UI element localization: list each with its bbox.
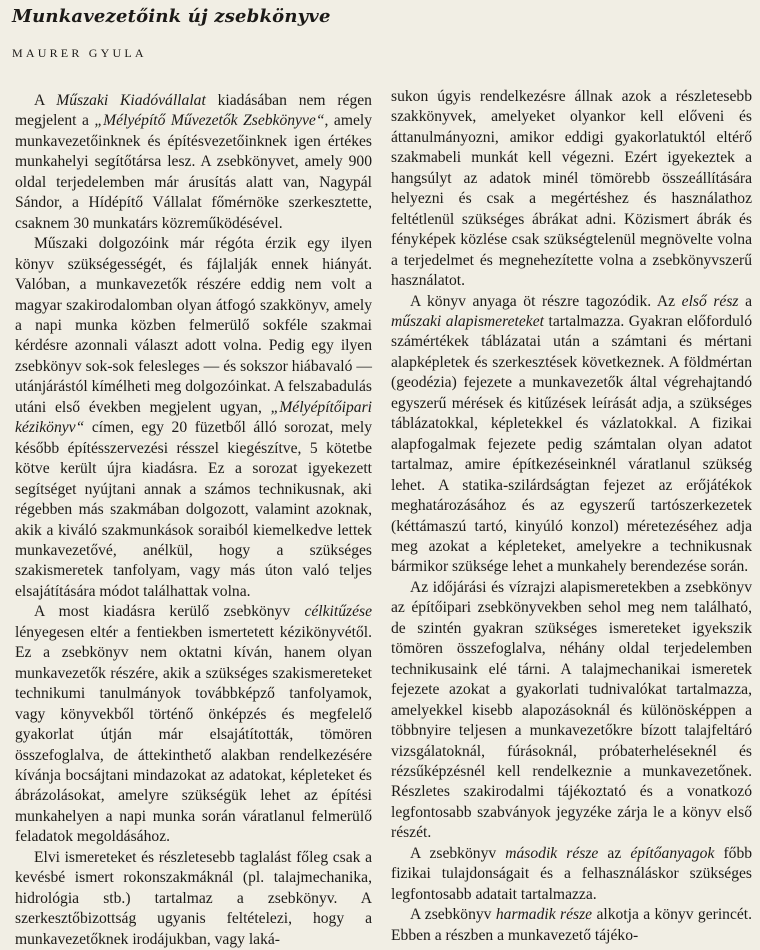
paragraph: Műszaki dolgozóink már régóta érzik egy ilyen könyv szükségességét, és fájlalják ennek hiányát. Valóban, a munkavezetők részére eddig nem volt a magyar szakirodalomban olyan átfogó szakkönyv, amely a napi munka közben felmerülő sokféle szakmai kérdésre azonnali választ adott volna. Pedig egy ilyen zsebkönyv sok-sok felesleges — és sokszor hiábavaló — utánjárástól kímélheti meg dolgozóinkat. A felszabadulás utáni első években megjelent ugyan, „Mélyépítőipari kézikönyv“ címen, egy 20 füzetből álló sorozat, mely később építésszervezési résszel kiegészítve, 5 kötetbe kötve került újra kiadásra. Ez a sorozat igyekezett segítséget nyújtani annak a számos technikusnak, aki régebben más szakmában dolgozott, valamint azoknak, akik a kiváló szakmunkások soraiból kiemelkedve lettek munkavezetővé, anélkül, hogy a szükséges szakismeretek tanfolyam, vagy más úton való teljes elsajátítására módot találhattak volna.: [15, 235, 372, 600]
paragraph: A most kiadásra kerülő zsebkönyv célkitűzése lényegesen eltér a fentiekben ismertetett kézikönyvétől. Ez a zsebkönyv nem oktatni kíván, hanem olyan munkavezetők részére, akik a szükséges szakismereteket technikumi tanulmányok továbbképző tanfolyamok, vagy könyvekből történő önképzés és megfelelő gyakorlat útján már elsajátították, tömören összefoglalva, de áttekinthető alakban rendelkezésére kívánja bocsájtani mindazokat az adatokat, képleteket és ábrázolásokat, amelyre szükségük lehet az építési munkahelyen a napi munka során váratlanul felmerülő feladatok megoldásához.: [15, 603, 372, 846]
paragraph: A Műszaki Kiadóvállalat kiadásában nem régen megjelent a „Mélyépítő Művezetők Zsebkönyve“, amely munkavezetőinknek és építésvezetőinknek igen értékes munkahelyi segítőtársa lesz. A zsebkönyvet, amely 900 oldal terjedelemben már árusítás alatt van, Nagypál Sándor, a Hídépítő Vállalat főmérnöke szerkesztette, csaknem 30 munkatárs közreműködésével.: [15, 92, 372, 232]
paragraph: A zsebkönyv második része az építőanyagok főbb fizikai tulajdonságait és a felhasználáskor szükséges legfontosabb adatait tartalmazza.: [391, 844, 753, 903]
paragraph: Az időjárási és vízrajzi alapismeretekben a zsebkönyv az építőipari zsebkönyvekben sehol meg nem található, de szintén gyakran szükséges ismereteket igyekszik tömören összefoglalva, néhány oldal terjedelemben technikusaink elé tárni. A talajmechanikai ismeretek fejezete azokat a gyakorlati tudnivalókat tartalmazza, amelyekkel kisebb alapozásoknál és különösképpen a többnyire teljesen a munkavezetőkre bízott talajfeltáró vizsgálatoknál, fúrásoknál, próbaterheléseknél és rézsűképzésnél kell rendelkeznie a munkavezetőnek. Részletes szakirodalmi tájékoztató és a vonatkozó legfontosabb szabványok jegyzéke zárja le a könyv első részét.: [391, 578, 752, 842]
article-author: MAURER GYULA: [12, 46, 147, 60]
right-column: [391, 87, 752, 946]
paragraph: Elvi ismereteket és részletesebb taglalást főleg csak a kevésbé ismert rokonszakmáknál (pl. talajmechanika, hidrológia stb.) tartalmaz a zsebkönyv. A szerkesztőbizottság ugyanis feltételezi, hogy a munkavezetőknek irodájukban, vagy laká-: [15, 848, 372, 948]
article-title: Munkavezetőink új zsebkönyve: [12, 6, 331, 27]
paragraph: sukon úgyis rendelkezésre állnak azok a részletesebb szakkönyvek, amelyeket olyankor kell előveni és áttanulmányozni, amikor eddigi gyakorlatuktól eltérő szakmabeli munkát kell végezni. Ezért igyekeztek a hangsúlyt az adatok minél tömörebb összeállítására helyezni és csak a megértéshez és használathoz feltétlenül szükséges ábrákat adni. Közismert ábrák és fényképek közlése csak szükségtelenül megnövelte volna a terjedelmet és megnehezítette volna a zsebkönyvszerű használatot.: [391, 88, 752, 290]
paragraph: A könyv anyaga öt részre tagozódik. Az első rész a műszaki alapismereteket tartalmazza. Gyakran előforduló számértékek táblázatai után a számtani és mértani alapképletek és szerkesztések következnek. A földmértan (geodézia) fejezete a munkavezetők által végrehajtandó egyszerű mérések és kitűzések leírását adja, a szükséges táblázatokkal, képletekkel és vázlatokkal. A fizikai alapfogalmak fejezete pedig számtalan olyan adatot tartalmaz, amire építkezéseinknél váratlanul szükség lehet. A statika-szilárdságtan fejezet az erőjátékok meghatározásához és az egyszerű tartószerkezetek (kéttámaszú tartó, kinyúló konzol) méretezéséhez adja meg azokat a képleteket, amelyekre a technikusnak bármikor szüksége lehet a munkahely berendezése során.: [391, 292, 752, 576]
left-column: [15, 91, 372, 950]
paragraph: A zsebkönyv harmadik része alkotja a könyv gerincét. Ebben a részben a munkavezető tájéko-: [391, 906, 753, 944]
